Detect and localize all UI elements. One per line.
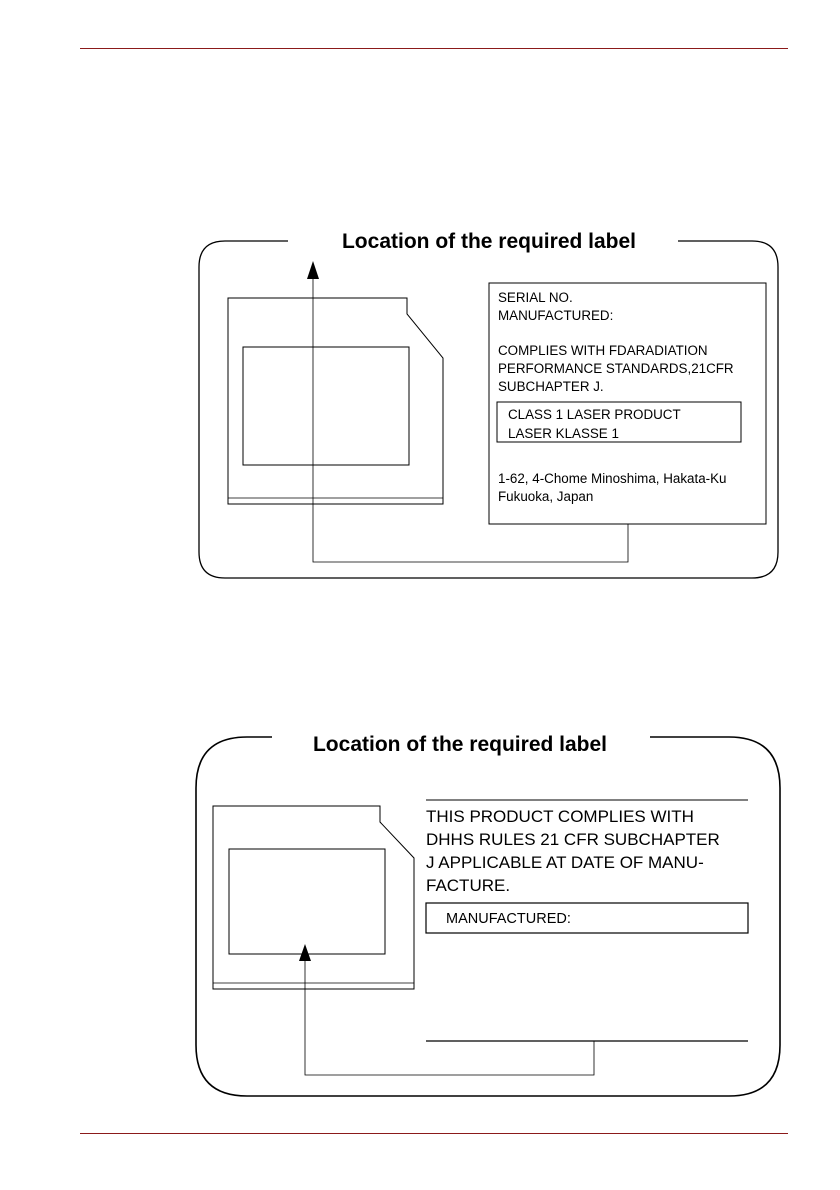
compliance-line2: DHHS RULES 21 CFR SUBCHAPTER xyxy=(426,830,720,849)
figure-2-label-area xyxy=(229,849,385,954)
figure-1 xyxy=(199,230,778,578)
address-line1: 1-62, 4-Chome Minoshima, Hakata-Ku xyxy=(498,471,727,486)
compliance-line3: J APPLICABLE AT DATE OF MANU- xyxy=(426,853,704,872)
laser-klasse-text: LASER KLASSE 1 xyxy=(508,426,619,441)
class-1-laser-text: CLASS 1 LASER PRODUCT xyxy=(508,407,681,422)
figure-2-manufactured-text: MANUFACTURED: xyxy=(446,911,571,927)
compliance-line1: THIS PRODUCT COMPLIES WITH xyxy=(426,807,694,826)
complies-text-line1: COMPLIES WITH FDARADIATION xyxy=(498,343,708,358)
complies-text-line3: SUBCHAPTER J. xyxy=(498,379,604,394)
figure-2-drive xyxy=(213,806,414,989)
figure-2-title: Location of the required label xyxy=(312,733,608,756)
serial-no-text: SERIAL NO. xyxy=(498,290,573,305)
compliance-line4: FACTURE. xyxy=(426,876,511,895)
figure-1-label-area xyxy=(243,347,409,465)
figure-2-leader-arrow xyxy=(305,950,594,1075)
manufactured-text: MANUFACTURED: xyxy=(498,308,614,323)
address-line2: Fukuoka, Japan xyxy=(498,489,594,504)
figure-1-drive xyxy=(228,298,443,504)
figure-1-title: Location of the required label xyxy=(341,230,637,253)
complies-text-line2: PERFORMANCE STANDARDS,21CFR xyxy=(498,361,734,376)
figure-2 xyxy=(196,733,780,1096)
figure-2-arrowhead xyxy=(299,944,311,961)
figure-1-arrowhead xyxy=(307,261,319,279)
